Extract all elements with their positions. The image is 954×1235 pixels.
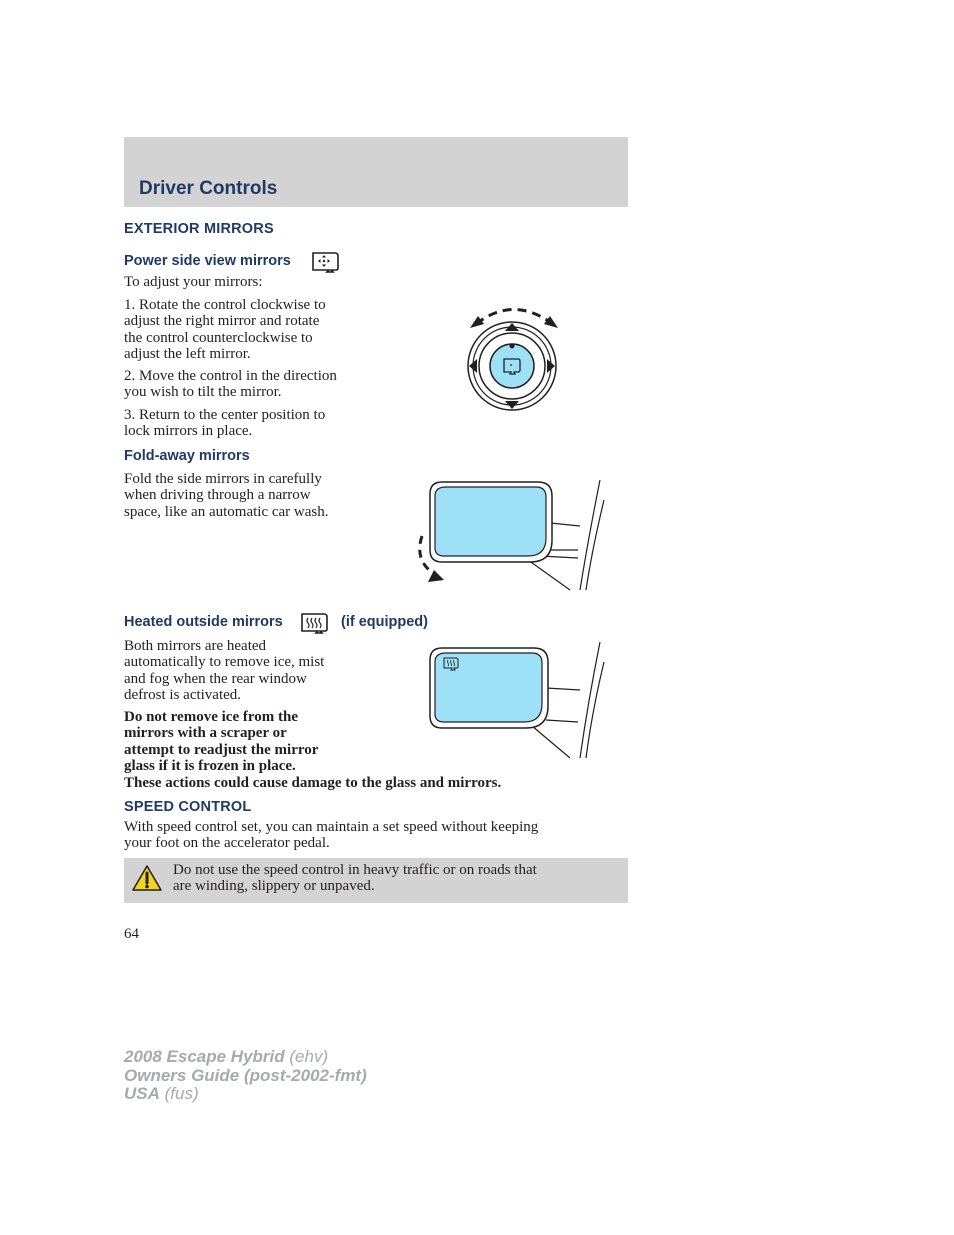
fold-away-text: [124, 471, 329, 520]
text-line: 3. Return to the center position to: [124, 407, 326, 423]
footer-market-code: (fus): [159, 1084, 199, 1104]
text-line: you wish to tilt the mirror.: [124, 384, 282, 401]
fold-away-heading: Fold-away mirrors: [124, 448, 250, 464]
text-line: and fog when the rear window: [124, 670, 307, 687]
text-line: defrost is activated.: [124, 687, 242, 704]
mirror-control-icon: [311, 251, 341, 273]
if-equipped-label: (if equipped): [341, 614, 428, 630]
text-line: automatically to remove ice, mist: [124, 654, 325, 671]
page-title: Driver Controls: [139, 178, 278, 199]
text-line: adjust the left mirror.: [124, 346, 251, 363]
text-line: when driving through a narrow: [124, 487, 311, 504]
text-line: are winding, slippery or unpaved.: [173, 878, 375, 895]
power-mirrors-heading: Power side view mirrors: [124, 253, 291, 269]
text-line: 2. Move the control in the direction: [124, 368, 337, 384]
power-step-2: [124, 368, 337, 401]
heated-mirror-icon: [300, 612, 330, 634]
text-line: 1. Rotate the control clockwise to: [124, 297, 326, 313]
footer-line-3: [124, 1085, 367, 1104]
text-line: glass if it is frozen in place.: [124, 758, 296, 775]
exterior-mirrors-heading: EXTERIOR MIRRORS: [124, 221, 274, 237]
power-intro: To adjust your mirrors:: [124, 274, 263, 290]
text-line: These actions could cause damage to the glass and mirrors.: [124, 774, 502, 791]
text-line: Fold the side mirrors in carefully: [124, 471, 322, 487]
warning-triangle-icon: [131, 864, 163, 892]
heated-mirror-illustration: [420, 636, 610, 760]
text-line: Do not remove ice from the: [124, 709, 298, 725]
speed-control-heading: SPEED CONTROL: [124, 799, 252, 815]
text-line: space, like an automatic car wash.: [124, 503, 329, 520]
footer-line-1: [124, 1048, 367, 1067]
speed-control-text: [124, 819, 538, 852]
heated-mirrors-heading: Heated outside mirrors: [124, 614, 283, 630]
power-step-3: [124, 407, 325, 440]
text-line: your foot on the accelerator pedal.: [124, 835, 330, 852]
text-line: mirrors with a scraper or: [124, 725, 287, 742]
footer-line-2: [124, 1067, 367, 1086]
text-line: With speed control set, you can maintain a set speed without keeping: [124, 819, 539, 835]
document-footer: [124, 1048, 367, 1104]
footer-guide: Owners Guide (post-2002-fmt): [124, 1065, 367, 1085]
footer-market: USA: [124, 1084, 160, 1104]
fold-mirror-illustration: [410, 470, 610, 594]
text-line: Both mirrors are heated: [124, 638, 267, 654]
text-line: attempt to readjust the mirror: [124, 741, 319, 758]
text-line: the control counterclockwise to: [124, 329, 313, 346]
heated-mirrors-text: [124, 638, 324, 704]
page-number: 64: [124, 926, 139, 942]
text-line: lock mirrors in place.: [124, 423, 253, 440]
text-line: Do not use the speed control in heavy traffic or on roads that: [173, 862, 537, 878]
speed-control-warning: [173, 862, 618, 895]
text-line: adjust the right mirror and rotate: [124, 313, 320, 330]
mirror-control-illustration: [462, 298, 566, 416]
footer-model-code: (ehv): [284, 1047, 329, 1066]
power-step-1: [124, 297, 326, 363]
footer-model: 2008 Escape Hybrid: [124, 1047, 285, 1066]
